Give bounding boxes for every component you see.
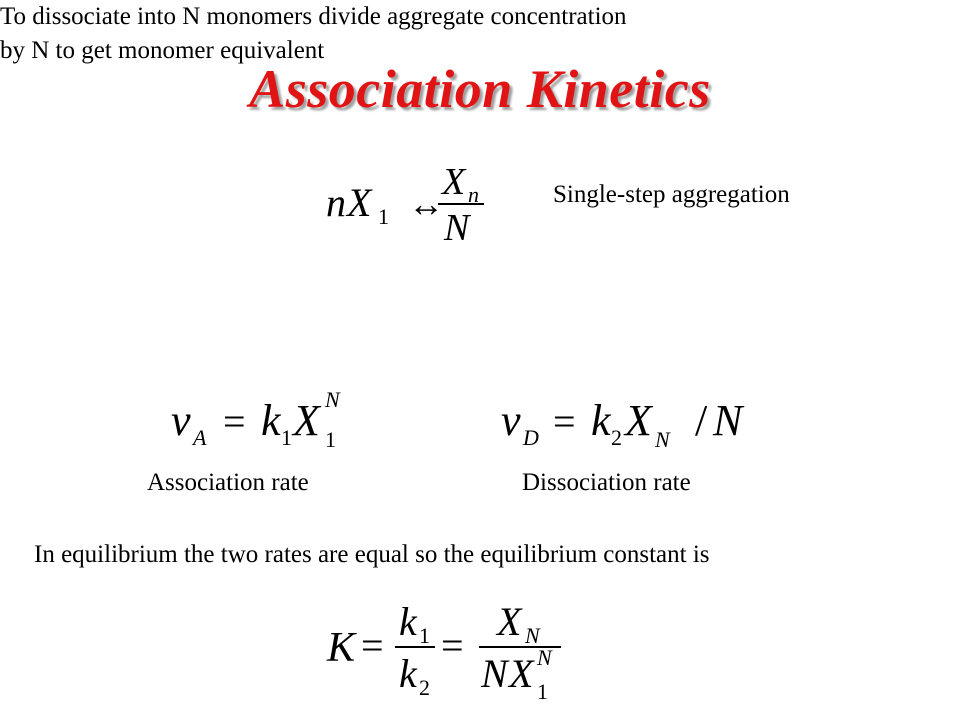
reaction-den: N (444, 207, 470, 249)
equil-k-num-sub: 1 (419, 623, 430, 648)
equil-x-num-sub: N (525, 623, 540, 648)
dissoc-k-sub: 2 (611, 425, 622, 450)
dissoc-v-sub: D (523, 425, 539, 450)
association-rate-label: Association rate (147, 469, 309, 496)
equil-n-den: N (481, 651, 508, 696)
dissoc-slash: / (695, 396, 708, 445)
single-step-label: Single-step aggregation (553, 181, 790, 208)
dissoc-n: N (713, 396, 743, 445)
equil-x-den: X (509, 651, 534, 696)
reaction-num-x: X (442, 161, 466, 203)
dissoc-x-sub: N (655, 427, 670, 452)
reaction-n: n (326, 180, 346, 225)
equil-k: K (327, 625, 356, 671)
equil-x-num: X (497, 599, 522, 644)
assoc-k-sub: 1 (281, 425, 292, 450)
explanation-line-1: To dissociate into N monomers divide aggregate concentration (0, 3, 627, 30)
assoc-v-sub: A (193, 425, 207, 450)
association-rate-equation (165, 385, 375, 460)
dissoc-k: k (591, 396, 611, 445)
equil-equals-2: = (441, 623, 464, 668)
assoc-x-sup: N (325, 387, 340, 412)
equil-equals-1: = (361, 623, 384, 668)
equil-k-num: k (399, 599, 417, 644)
equilibrium-constant-equation (325, 595, 575, 705)
assoc-equals: = (223, 399, 246, 444)
slide-title: Association Kinetics (249, 59, 711, 119)
dissociation-rate-equation (495, 385, 755, 460)
reaction-arrow: ↔ (408, 184, 444, 224)
dissociation-rate-label: Dissociation rate (522, 469, 691, 496)
assoc-k: k (261, 396, 281, 445)
dissoc-equals: = (553, 399, 576, 444)
equil-k-den: k (399, 651, 417, 696)
dissoc-x: X (625, 396, 652, 445)
dissoc-v: v (501, 396, 521, 445)
equil-k-den-sub: 2 (419, 675, 430, 700)
reaction-x: X (347, 180, 372, 225)
assoc-v: v (171, 396, 191, 445)
equilibrium-sentence: In equilibrium the two rates are equal so the equilibrium constant is (34, 541, 710, 568)
equil-x-den-sub: 1 (537, 679, 548, 704)
reaction-num-sub: n (468, 182, 479, 207)
reaction-equation (320, 158, 490, 248)
assoc-x: X (293, 396, 320, 445)
explanation-line-2: by N to get monomer equivalent (0, 37, 325, 64)
assoc-x-sub: 1 (325, 427, 336, 452)
reaction-x-sub: 1 (378, 204, 389, 229)
equil-x-den-sup: N (537, 645, 552, 670)
